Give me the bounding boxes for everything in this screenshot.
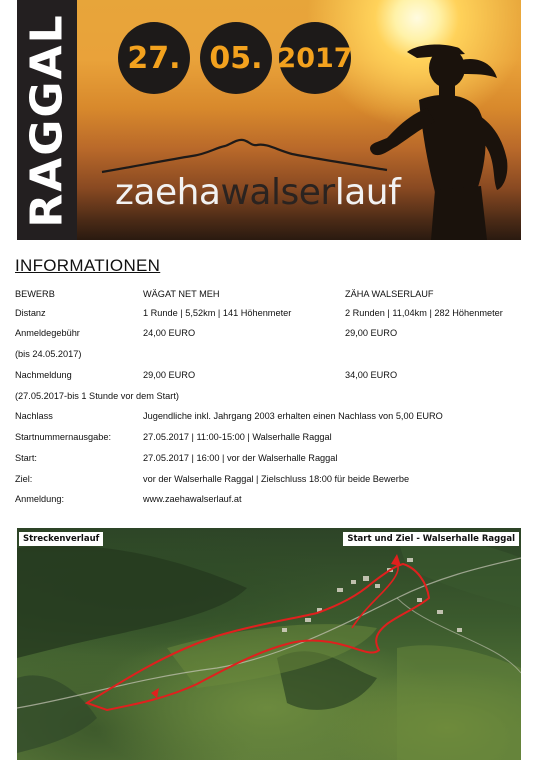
info-label: Anmeldegebühr <box>15 328 80 338</box>
info-value-1: vor der Walserhalle Raggal | Zielschluss 18:00 für beide Bewerbe <box>143 474 410 484</box>
side-title-box <box>17 0 77 240</box>
info-value-2: 29,00 EURO <box>345 328 398 338</box>
info-label: Startnummernausgabe: <box>15 432 112 442</box>
info-value-1: 27.05.2017 | 16:00 | vor der Walserhalle Raggal <box>143 453 338 463</box>
info-label: BEWERB <box>15 289 55 299</box>
map-label-start-finish: Start und Ziel - Walserhalle Raggal <box>343 532 519 546</box>
info-value-1: 27.05.2017 | 11:00-15:00 | Walserhalle Raggal <box>143 432 332 442</box>
route-map <box>17 528 521 760</box>
side-title: RAGGAL <box>21 12 73 228</box>
info-label: Anmeldung: <box>15 494 65 504</box>
registration-link[interactable]: www.zaehawalserlauf.at <box>143 494 242 504</box>
info-label: Start: <box>15 453 37 463</box>
info-heading: INFORMATIONEN <box>15 256 161 275</box>
info-value-2: 34,00 EURO <box>345 370 398 380</box>
info-value-1: 1 Runde | 5,52km | 141 Höhenmeter <box>143 308 292 318</box>
brand-part1: zaeha <box>115 172 221 213</box>
info-value-2: 2 Runden | 11,04km | 282 Höhenmeter <box>345 308 503 318</box>
event-banner <box>17 0 521 240</box>
brand-part2: walser <box>220 172 335 213</box>
info-label: Ziel: <box>15 474 33 484</box>
map-terrain <box>17 528 521 760</box>
info-value-1: 24,00 EURO <box>143 328 196 338</box>
info-value-1: WÄGAT NET MEH <box>143 289 220 299</box>
date-month-circle <box>200 22 272 94</box>
info-label: Distanz <box>15 308 46 318</box>
info-value-1: Jugendliche inkl. Jahrgang 2003 erhalten einen Nachlass von 5,00 EURO <box>143 411 443 421</box>
info-label: Nachlass <box>15 411 53 421</box>
date-year-circle <box>279 22 351 94</box>
brand-part3: lauf <box>334 172 401 213</box>
info-label: (27.05.2017-bis 1 Stunde vor dem Start) <box>15 391 179 401</box>
info-value-1: 29,00 EURO <box>143 370 196 380</box>
date-month: 05. <box>209 40 263 76</box>
date-year: 2017 <box>277 42 353 74</box>
info-value-2: ZÄHA WALSERLAUF <box>345 289 434 299</box>
date-day-circle <box>118 22 190 94</box>
date-day: 27. <box>127 40 181 76</box>
runner-silhouette-icon <box>347 30 521 240</box>
map-label-route: Streckenverlauf <box>19 532 103 546</box>
info-label: (bis 24.05.2017) <box>15 349 82 359</box>
info-label: Nachmeldung <box>15 370 72 380</box>
